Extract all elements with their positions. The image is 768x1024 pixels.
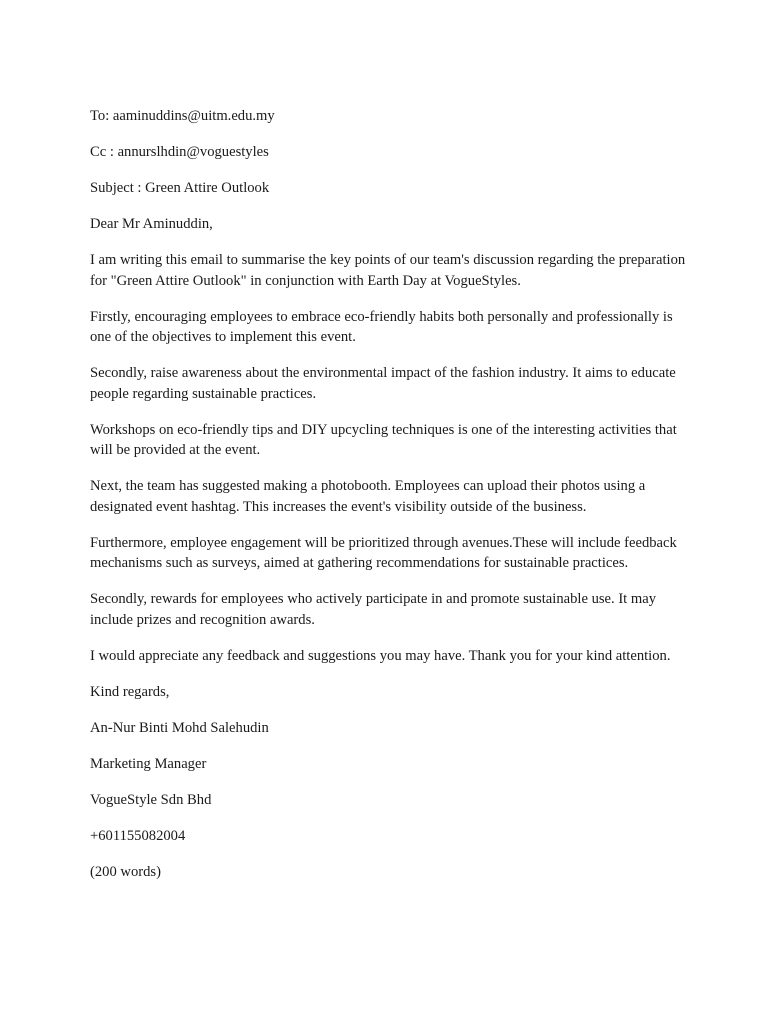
body-paragraph-1: I am writing this email to summarise the key points of our team's discussion regarding the preparation for "Green Attire Outlook" in conjunction with Earth Day at VogueStyles. <box>90 252 686 289</box>
signature-company: VogueStyle Sdn Bhd <box>90 791 212 808</box>
body-paragraph-7: Secondly, rewards for employees who actively participate in and promote sustainable use. It may include prizes and recognition awards. <box>90 591 657 628</box>
body-paragraph-6: Furthermore, employee engagement will be prioritized through avenues.These will include feedback mechanisms such as surveys, aimed at gathering recommendations for sustainable practices. <box>90 534 677 571</box>
cc-line: Cc : annurslhdin@voguestyles <box>90 144 269 160</box>
body-paragraph-3: Secondly, raise awareness about the environmental impact of the fashion industry. It aims to educate people regarding sustainable practices. <box>90 365 676 402</box>
signature-name: An-Nur Binti Mohd Salehudin <box>90 719 269 736</box>
greeting: Dear Mr Aminuddin, <box>90 216 213 232</box>
body-paragraph-8: I would appreciate any feedback and suggestions you may have. Thank you for your kind attention. <box>90 647 671 664</box>
subject-line: Subject : Green Attire Outlook <box>90 180 270 196</box>
email-document <box>90 106 690 898</box>
signature-phone: +601155082004 <box>90 827 186 844</box>
to-line: To: aaminuddins@uitm.edu.my <box>90 108 275 124</box>
body-paragraph-4: Workshops on eco-friendly tips and DIY upcycling techniques is one of the interesting activities that will be provided at the event. <box>90 421 677 458</box>
body-paragraph-5: Next, the team has suggested making a photobooth. Employees can upload their photos using a designated event hashtag. This increases the event's visibility outside of the business. <box>90 478 646 515</box>
word-count: (200 words) <box>90 863 161 880</box>
signature-title: Marketing Manager <box>90 755 207 772</box>
closing: Kind regards, <box>90 683 170 700</box>
body-paragraph-2: Firstly, encouraging employees to embrace eco-friendly habits both personally and professionally is one of the objectives to implement this event. <box>90 308 673 345</box>
